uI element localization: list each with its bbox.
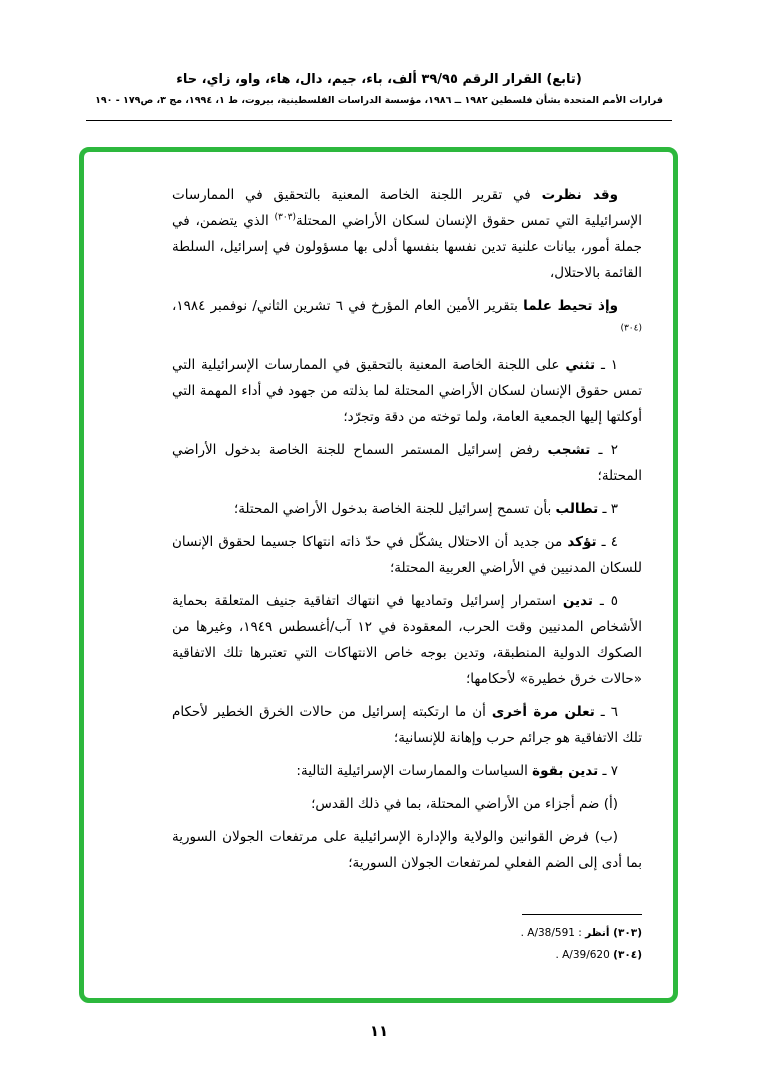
page-number: ١١ [369, 1022, 389, 1040]
source-citation-line: قرارات الأمم المتحدة بشأن فلسطين ١٩٨٢ ــ ١٩٨٦، مؤسسة الدراسات الفلسطينية، بيروت، ط ١، ١٩٩٤، مج ٣، ص١٧٩ - ١٩٠ [95, 95, 663, 106]
subitem-label: (ب) [594, 829, 618, 845]
item-text: رفض إسرائيل المستمر السماح للجنة الخاصة بدخول الأراضي المحتلة؛ [172, 442, 642, 484]
item-verb: تدين [562, 593, 593, 609]
preamble-text: الذي يتضمن، في جملة أمور، بيانات علنية تدين نفسها بنفسها أدلى بها مسؤولون في إسرائيل، السلطة القائمة بالاحتلال، [172, 213, 642, 281]
preamble-lead: وقد نظرت [541, 187, 618, 203]
item-verb: تطالب [555, 501, 599, 517]
item-verb: تثني [565, 357, 596, 373]
footnote-304 [172, 946, 642, 964]
subitem-b [172, 824, 642, 876]
item-verb: تؤكد [567, 534, 597, 550]
item-number: ٣ ـ [598, 501, 618, 517]
operative-item-7 [172, 758, 642, 784]
footnote-marker: (٣٠٣) [613, 927, 642, 939]
subitem-text: ضم أجزاء من الأراضي المحتلة، بما في ذلك القدس؛ [311, 796, 604, 812]
item-verb: تعلن مرة أخرى [491, 704, 595, 720]
subitem-text: فرض القوانين والولاية والإدارة الإسرائيلية على مرتفعات الجولان السورية بما أدى إلى الضم الفعلي لمرتفعات الجولان السورية؛ [172, 829, 642, 871]
item-text: من جديد أن الاحتلال يشكّل في حدّ ذاته انتهاكا جسيما لحقوق الإنسان للسكان المدنيين في الأراضي العربية المحتلة؛ [172, 534, 642, 576]
item-number: ١ ـ [595, 357, 619, 373]
item-number: ٦ ـ [594, 704, 618, 720]
operative-item-6 [172, 699, 642, 751]
item-text: بأن تسمح إسرائيل للجنة الخاصة بدخول الأراضي المحتلة؛ [233, 501, 556, 517]
footnote-text: : A/38/591 . [520, 927, 586, 939]
footnote-marker: (٣٠٤) [613, 949, 642, 961]
page-header [0, 72, 758, 106]
item-text: السياسات والممارسات الإسرائيلية التالية: [296, 763, 533, 779]
footnote-divider [522, 914, 642, 915]
item-number: ٥ ـ [592, 593, 618, 609]
footnotes [172, 914, 642, 968]
footnote-lead: أنظر [585, 927, 614, 939]
operative-item-3 [172, 496, 642, 522]
resolution-title: (تابع) القرار الرقم ٣٩/٩٥ ألف، باء، جيم، دال، هاء، واو، زاي، حاء [176, 72, 582, 87]
footnote-303 [172, 924, 642, 942]
content-frame [79, 147, 678, 1003]
resolution-body [172, 182, 642, 883]
preamble-text: في تقرير اللجنة الخاصة المعنية بالتحقيق في الممارسات الإسرائيلية التي تمس حقوق الإنسان لسكان الأراضي المحتلة [172, 187, 643, 229]
item-text: على اللجنة الخاصة المعنية بالتحقيق في الممارسات الإسرائيلية التي تمس حقوق الإنسان لسكان الأراضي المحتلة لما بذلته من جهود في أداء المهمة التي أوكلتها إليها الجمعية العامة، ولما توخته من دقة وتجرّد؛ [172, 357, 642, 425]
item-verb: تشجب [547, 442, 591, 458]
preamble-paragraph-2 [172, 293, 642, 345]
operative-item-5 [172, 588, 642, 692]
operative-item-4 [172, 529, 642, 581]
footnote-text: A/39/620 . [555, 949, 614, 961]
operative-item-1 [172, 352, 642, 430]
item-text: استمرار إسرائيل وتماديها في انتهاك اتفاقية جنيف المتعلقة بحماية الأشخاص المدنيين وقت الحرب، المعقودة في ١٢ آب/أغسطس ١٩٤٩، وغيرها من الصكوك الدولية المنطبقة، وتدين بوجه خاص الانتهاكات التي تعتبرها تلك الاتفاقية «حالات خرق خطيرة» لأحكامها؛ [172, 593, 642, 687]
footnote-ref-303: (٣٠٣) [274, 212, 297, 223]
header-rule [86, 120, 672, 121]
item-number: ٤ ـ [596, 534, 618, 550]
item-verb: تدين بقوة [532, 763, 599, 779]
preamble-lead: وإذ تحيط علما [523, 298, 619, 314]
item-number: ٧ ـ [598, 763, 618, 779]
subitem-label: (أ) [603, 796, 618, 812]
preamble-text: بتقرير الأمين العام المؤرخ في ٦ تشرين الثاني/ نوفمبر ١٩٨٤، [172, 298, 524, 314]
item-number: ٢ ـ [590, 442, 618, 458]
item-text: أن ما ارتكبته إسرائيل من حالات الخرق الخطير لأحكام تلك الاتفاقية هو جرائم حرب وإهانة للإنسانية؛ [172, 704, 642, 746]
operative-item-2 [172, 437, 642, 489]
footnote-ref-304: (٣٠٤) [620, 323, 642, 334]
preamble-paragraph-1 [172, 182, 642, 286]
subitem-a [172, 791, 642, 817]
